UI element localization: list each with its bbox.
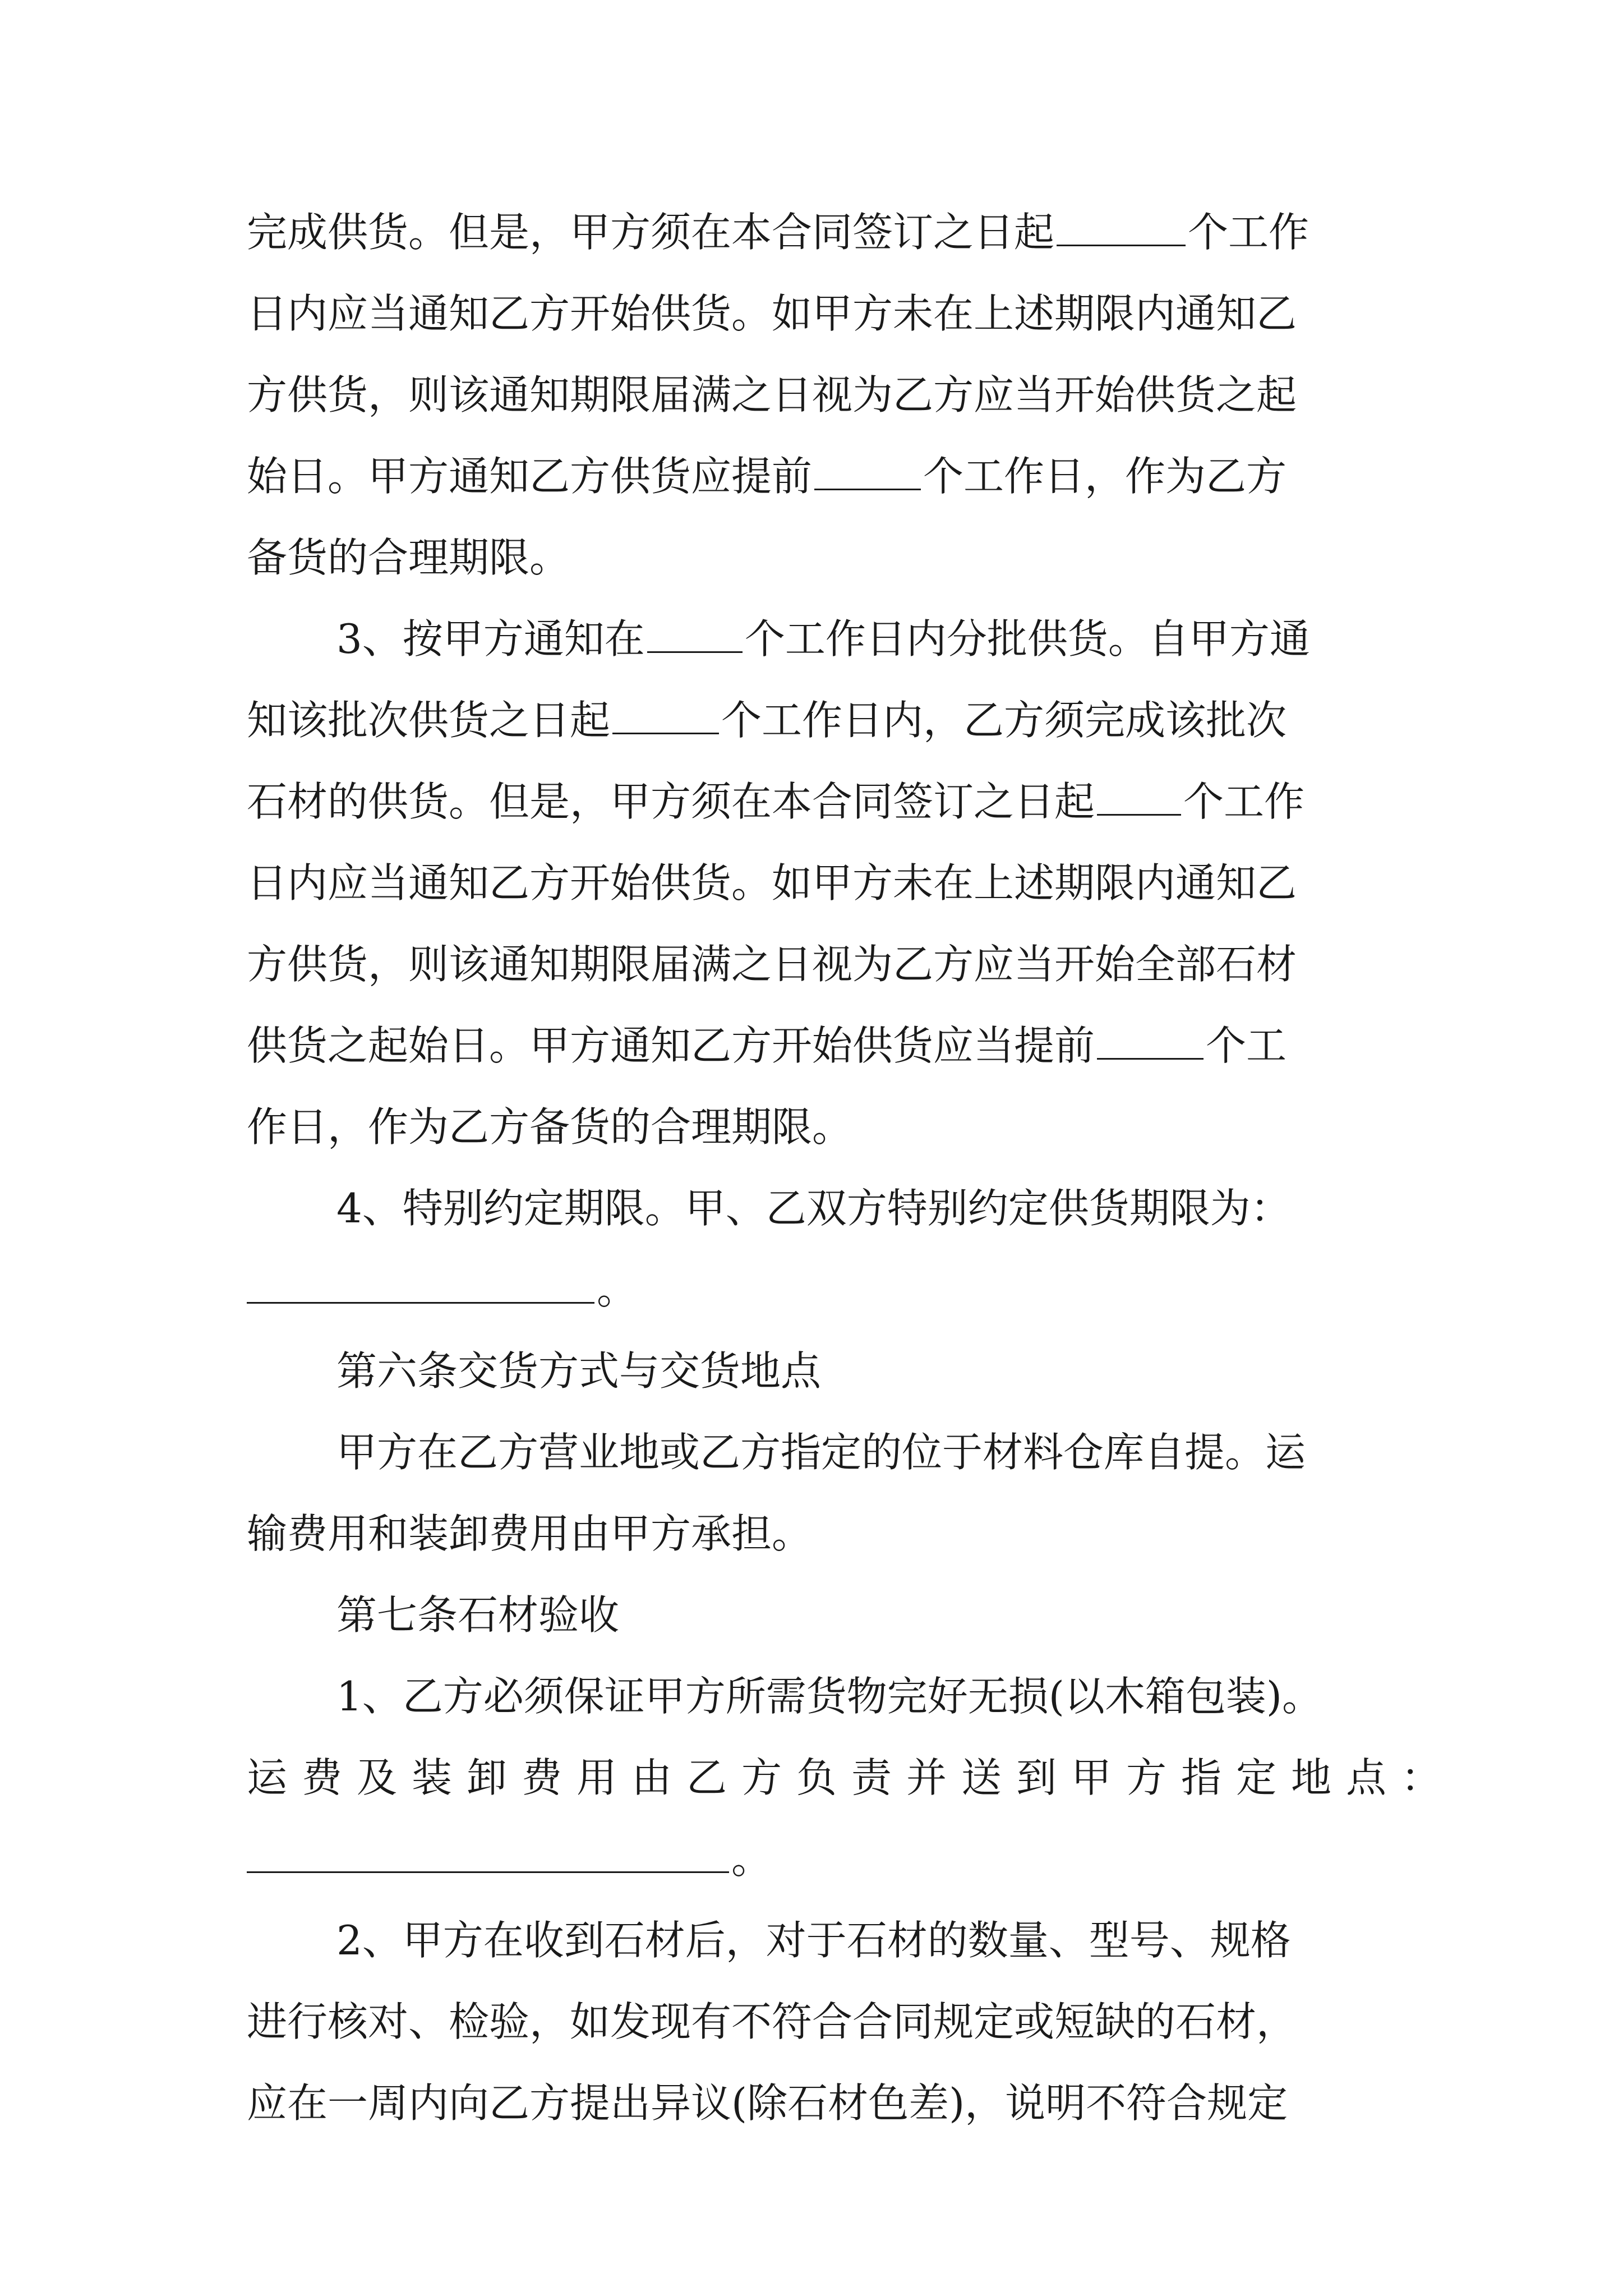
text-segment: 完成供货。但是，甲方须在本合同签订之日起 <box>247 209 1055 256</box>
text-line <box>247 1835 772 1883</box>
text-segment: 石材的供货。但是，甲方须在本合同签订之日起 <box>247 778 1095 825</box>
text-line <box>247 778 1305 825</box>
text-line <box>247 453 1287 500</box>
text-line: 4、特别约定期限。甲、乙双方特别约定供货期限为： <box>336 1185 1291 1232</box>
fill-in-blank <box>814 489 921 490</box>
text-segment: 。 <box>731 1835 772 1883</box>
fill-in-blank <box>247 1871 729 1873</box>
text-line: 运费及装卸费用由乙方负责并送到甲方指定地点： <box>247 1754 1456 1801</box>
fill-in-blank <box>247 1302 594 1304</box>
text-segment: 个工作日内，乙方须完成该批次 <box>721 697 1287 744</box>
fill-in-blank <box>1097 1058 1204 1060</box>
text-segment: 3、按甲方通知在 <box>336 615 645 662</box>
text-line <box>247 697 1287 744</box>
text-line: 作日，作为乙方备货的合理期限。 <box>247 1103 853 1151</box>
text-line: 甲方在乙方营业地或乙方指定的位于材料仓库自提。运 <box>336 1429 1306 1476</box>
text-segment: 知该批次供货之日起 <box>247 697 611 744</box>
text-segment: 个工作日，作为乙方 <box>923 453 1287 500</box>
text-line: 备货的合理期限。 <box>247 534 570 581</box>
text-line: 应在一周内向乙方提出异议(除石材色差)，说明不符合规定 <box>247 2079 1288 2127</box>
fill-in-blank <box>612 733 719 734</box>
text-line: 进行核对、检验，如发现有不符合合同规定或短缺的石材， <box>247 1998 1297 2045</box>
text-line: 1、乙方必须保证甲方所需货物完好无损(以木箱包装)。 <box>336 1673 1322 1720</box>
text-segment: 。 <box>597 1266 638 1313</box>
fill-in-blank <box>647 651 743 653</box>
section-heading: 第七条石材验收 <box>336 1591 620 1639</box>
text-segment: 个工作 <box>1188 209 1310 256</box>
text-line: 日内应当通知乙方开始供货。如甲方未在上述期限内通知乙 <box>247 290 1297 337</box>
fill-in-blank <box>1097 814 1181 816</box>
section-heading: 第六条交货方式与交货地点 <box>336 1347 822 1395</box>
text-line <box>247 1266 638 1313</box>
text-segment: 个工 <box>1206 1022 1287 1069</box>
text-line: 方供货，则该通知期限届满之日视为乙方应当开始供货之起 <box>247 371 1297 418</box>
text-segment: 个工作日内分批供货。自甲方通 <box>744 615 1310 662</box>
text-line <box>336 615 1310 662</box>
text-segment: 始日。甲方通知乙方供货应提前 <box>247 453 813 500</box>
text-line: 方供货，则该通知期限届满之日视为乙方应当开始全部石材 <box>247 941 1297 988</box>
text-segment: 个工作 <box>1183 778 1305 825</box>
text-segment: 供货之起始日。甲方通知乙方开始供货应当提前 <box>247 1022 1095 1069</box>
text-line: 日内应当通知乙方开始供货。如甲方未在上述期限内通知乙 <box>247 859 1297 907</box>
text-line: 2、甲方在收到石材后，对于石材的数量、型号、规格 <box>336 1917 1291 1964</box>
text-line <box>247 1022 1287 1069</box>
text-line: 输费用和装卸费用由甲方承担。 <box>247 1510 813 1557</box>
fill-in-blank <box>1057 245 1186 246</box>
text-line <box>247 209 1310 256</box>
